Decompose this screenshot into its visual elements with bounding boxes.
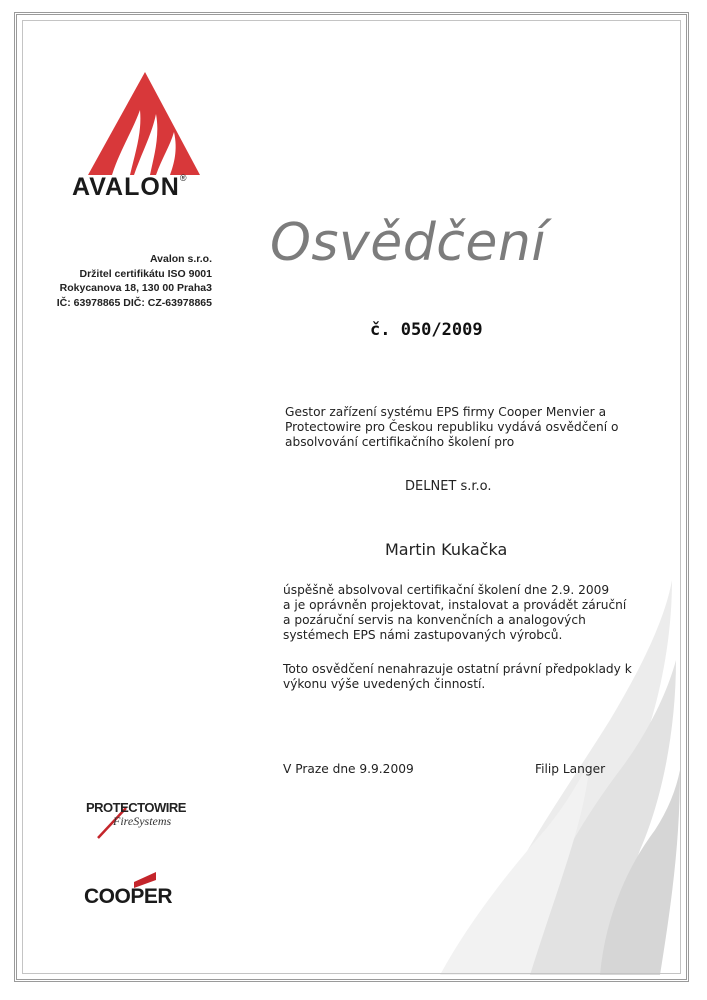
cooper-logo-text: COOPER	[84, 885, 173, 908]
note-line: výkonu výše uvedených činností.	[283, 677, 486, 691]
intro-line: absolvování certifikačního školení pro	[285, 435, 515, 449]
issuer-line: IČ: 63978865 DIČ: CZ-63978865	[56, 296, 212, 309]
body-line: a pozáruční servis na konvenčních a analogových	[283, 613, 586, 627]
place-and-date: V Praze dne 9.9.2009	[283, 762, 414, 776]
certificate-number: č. 050/2009	[370, 320, 483, 340]
note-line: Toto osvědčení nenahrazuje ostatní právní předpoklady k	[283, 662, 632, 676]
body-line: úspěšně absolvoval certifikační školení dne 2.9. 2009	[283, 583, 610, 597]
organization-name: DELNET s.r.o.	[405, 479, 492, 494]
protectowire-logo-subtext: FireSystems	[113, 814, 172, 828]
body-line: systémech EPS námi zastupovaných výrobců.	[283, 628, 563, 642]
avalon-logo-text: AVALON®	[72, 173, 188, 201]
intro-line: Gestor zařízení systému EPS firmy Cooper Menvier a	[285, 405, 607, 419]
body-line: a je oprávněn projektovat, instalovat a provádět záruční	[283, 598, 627, 612]
issuer-line: Avalon s.r.o.	[149, 253, 212, 265]
certificate-title: Osvědčení	[270, 213, 547, 273]
intro-line: Protectowire pro Českou republiku vydává osvědčení o	[285, 420, 619, 434]
issuer-address-block	[40, 252, 212, 310]
signer-name: Filip Langer	[535, 762, 606, 776]
protectowire-logo-text: PROTECTOWIRE	[86, 800, 186, 815]
recipient-name: Martin Kukačka	[385, 540, 508, 559]
body-paragraph	[283, 583, 626, 643]
issuer-line: Rokycanova 18, 130 00 Praha3	[59, 282, 212, 294]
intro-paragraph	[285, 405, 618, 450]
issuer-line: Držitel certifikátu ISO 9001	[79, 267, 212, 280]
note-paragraph	[283, 662, 632, 692]
